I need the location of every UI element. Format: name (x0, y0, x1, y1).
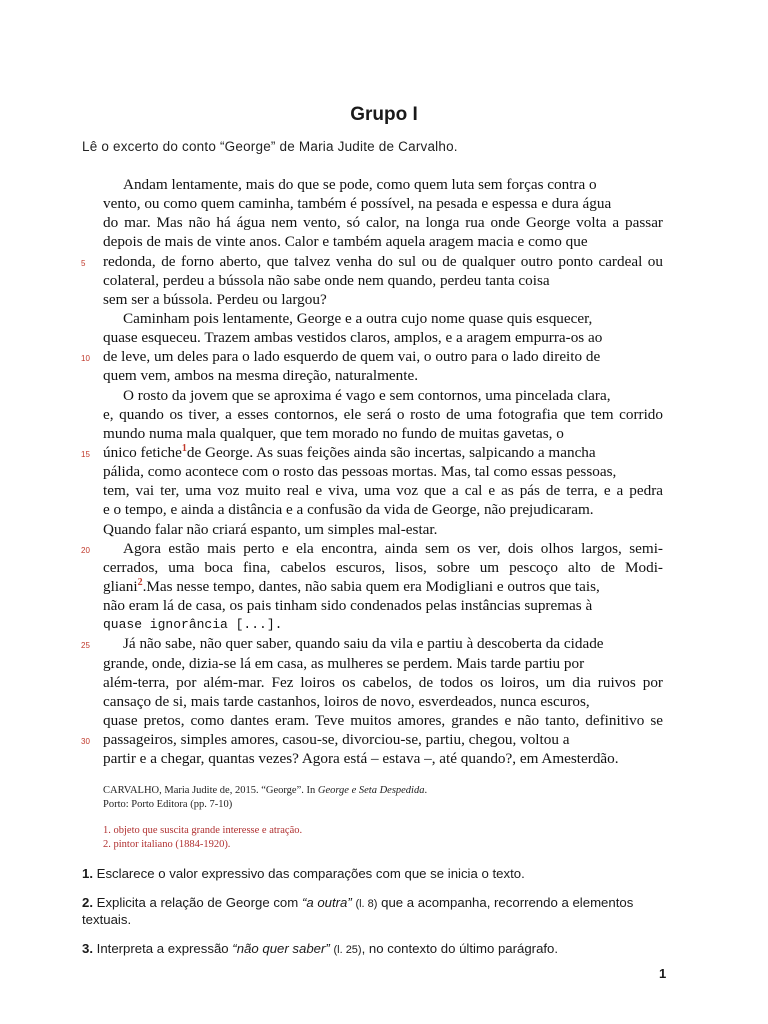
text-line: vento, ou como quem caminha, também é possível, na pesada e espessa e dura água (103, 195, 612, 213)
text-line: gliani$^2$.Mas nesse tempo, dantes, não sabia quem era Modigliani e outros que tais, (103, 576, 600, 595)
text-line: e, quando os tiver, a esses contornos, ele será o rosto de uma fotografia que tem corrido (103, 405, 663, 423)
text-line: 10 de leve, um deles para o lado esquerdo de quem vai, o outro para o lado direito de (103, 347, 663, 366)
line-number: 25 (81, 641, 90, 651)
text-line: tem, vai ter, uma voz muito real e viva, uma voz que a cal e as pás de terra, e a pedra (103, 482, 663, 500)
text-line: depois de mais de vinte anos. Calor e também aquela aragem macia e como que (103, 233, 588, 251)
footnote-mark: 2 (137, 576, 143, 588)
text-line: do mar. Mas não há água nem vento, só calor, na longa rua onde George volta a passar (103, 214, 663, 232)
text-line: 30 passageiros, simples amores, casou-se, divorciou-se, partiu, chegou, voltou a (103, 730, 663, 749)
text-line: 5 redonda, de forno aberto, que talvez venha do sul ou de qualquer outro ponto cardeal ou (103, 252, 663, 271)
footnote: 1. objeto que suscita grande interesse e atração. (103, 825, 303, 836)
text-line: 25 Já não sabe, não quer saber, quando saiu da vila e partiu à descoberta da cidade (103, 634, 663, 653)
question-3: 3. Interpreta a expressão “não quer saber” (l. 25), no contexto do último parágrafo. (82, 941, 559, 956)
text-line: quase ignorância [...]. (103, 617, 283, 633)
text-line: O rosto da jovem que se aproxima é vago e sem contornos, uma pincelada clara, (123, 386, 611, 404)
page-number: 1 (659, 966, 667, 981)
excerpt-text (81, 175, 663, 768)
text-line: Quando falar não criará espanto, um simples mal-estar. (103, 520, 438, 538)
question-2: 2. Explicita a relação de George com “a outra” (l. 8) que a acompanha, recorrendo a elementos textuais. (82, 895, 634, 927)
footnote: 2. pintor italiano (1884-1920). (103, 839, 231, 850)
text-line: Caminham pois lentamente, George e a outra cujo nome quase quis esquecer, (123, 309, 593, 327)
text-line: quase esqueceu. Trazem ambas vestidos claros, amplos, e a aragem empurra-os ao (103, 329, 603, 347)
citation: CARVALHO, Maria Judite de, 2015. “George”. In George e Seta Despedida. Porto: Porto Editora (pp. 7-10) (103, 785, 428, 810)
footnotes (103, 824, 302, 852)
text-line: quem vem, ambos na mesma direção, naturalmente. (103, 367, 419, 385)
text-line: mundo numa mala qualquer, que tem morado no fundo de muitas gavetas, o (103, 424, 564, 442)
text-line: além-terra, por além-mar. Fez loiros os cabelos, de todos os loiros, um dia ruivos por (103, 673, 663, 691)
text-line: sem ser a bússola. Perdeu ou largou? (103, 290, 327, 308)
text-line: colateral, perdeu a bússola não sabe onde nem quando, perdeu tanta coisa (103, 271, 550, 289)
text-line: 20 Agora estão mais perto e ela encontra, ainda sem os ver, dois olhos largos, semi- (103, 539, 663, 558)
text-line: 15 único fetiche$^1$de George. As suas feições ainda são incertas, salpicando a mancha (103, 443, 663, 462)
text-line: e o tempo, e ainda a distância e a confusão da vida de George, não prejudicaram. (103, 501, 594, 519)
line-number: 20 (81, 545, 90, 555)
text-line: grande, onde, dizia-se lá em casa, as mulheres se perdem. Mais tarde partiu por (103, 654, 585, 672)
text-line: cerrados, uma boca fina, cabelos escuros, lisos, sobre um pescoço alto de Modi- (103, 558, 663, 576)
question-1: 1. Esclarece o valor expressivo das comparações com que se inicia o texto. (82, 866, 525, 881)
line-number: 15 (81, 449, 90, 459)
footnote-mark: 1 (181, 442, 187, 454)
intro-text: Lê o excerto do conto “George” de Maria Judite de Carvalho. (82, 139, 458, 154)
line-number: 5 (81, 258, 86, 268)
line-number: 30 (81, 737, 90, 747)
text-line: pálida, como acontece com o rosto das pessoas mortas. Mas, tal como essas pessoas, (103, 463, 617, 481)
page-title: Grupo I (350, 104, 418, 125)
text-line: Andam lentamente, mais do que se pode, como quem luta sem forças contra o (123, 176, 597, 193)
line-number: 10 (81, 354, 90, 364)
text-line: cansaço de si, mais tarde castanhos, loiros de novo, esverdeados, nunca escuros, (103, 692, 590, 710)
text-line: partir e a chegar, quantas vezes? Agora está – estava –, até quando?, em Amesterdão. (103, 750, 619, 768)
text-line: não eram lá de casa, os pais tinham sido condenados pelas instâncias supremas à (103, 597, 593, 615)
text-line: quase pretos, como dantes eram. Teve muitos amores, grandes e não tanto, definitivo se (103, 711, 663, 729)
questions (82, 866, 682, 972)
